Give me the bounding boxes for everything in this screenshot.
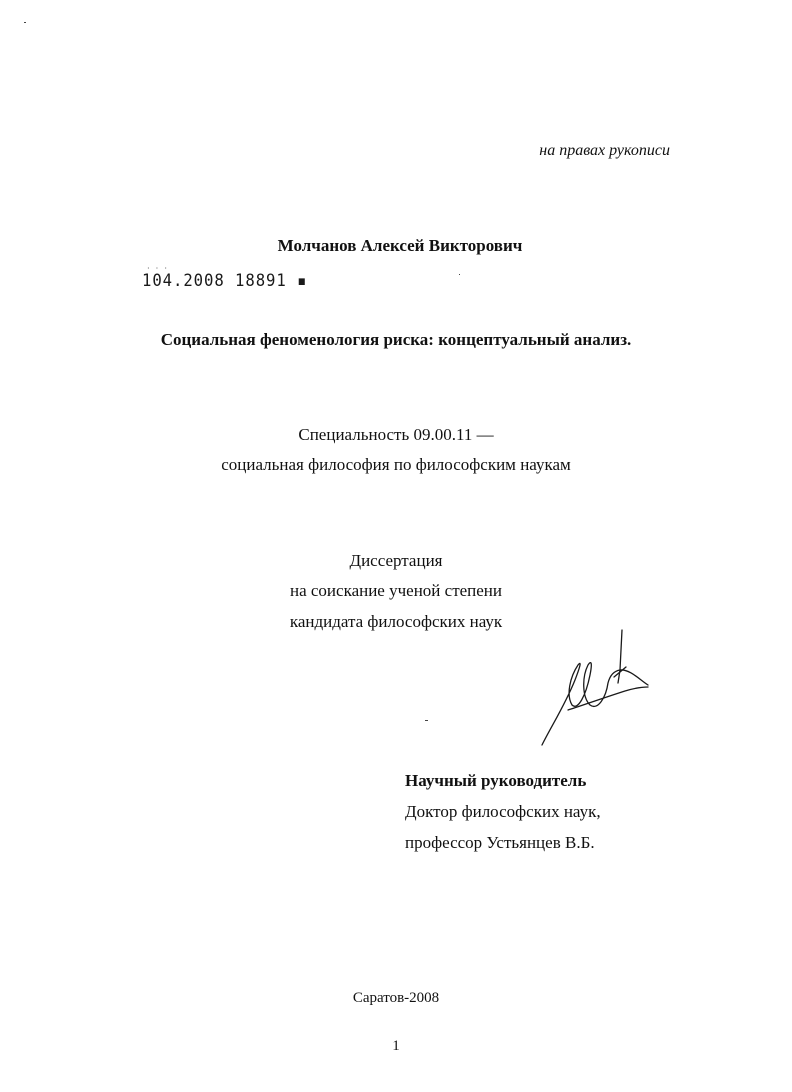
city-year: Саратов-2008 [352, 990, 440, 1006]
signature-stroke [618, 630, 622, 683]
specialty-code: Специальность 09.00.11 — [298, 425, 494, 444]
copyright-note: на правах рукописи [539, 142, 670, 159]
advisor-name: профессор Устьянцев В.Б. [405, 833, 595, 852]
page-number: 1 [392, 1038, 400, 1054]
handwritten-signature [530, 625, 660, 750]
dissertation-title: Социальная феноменология риска: концептуальный анализ. [160, 330, 632, 349]
scan-speck [459, 274, 460, 275]
scan-speck [24, 22, 26, 23]
scan-speck [425, 720, 428, 721]
document-type: Диссертация [349, 551, 443, 570]
library-stamp-number: 104.2008 18891 ▪ [142, 271, 308, 291]
advisor-degree: Доктор философских наук, [405, 802, 601, 821]
signature-stroke [542, 663, 648, 745]
degree-purpose: на соискание ученой степени [289, 581, 503, 600]
signature-stroke [568, 687, 648, 710]
advisor-heading: Научный руководитель [405, 771, 587, 790]
author-name: Молчанов Алексей Викторович [277, 236, 523, 255]
stamp-dots: · · · [147, 264, 169, 273]
degree-name: кандидата философских наук [289, 612, 503, 631]
specialty-name: социальная философия по философским наукам [221, 455, 571, 474]
